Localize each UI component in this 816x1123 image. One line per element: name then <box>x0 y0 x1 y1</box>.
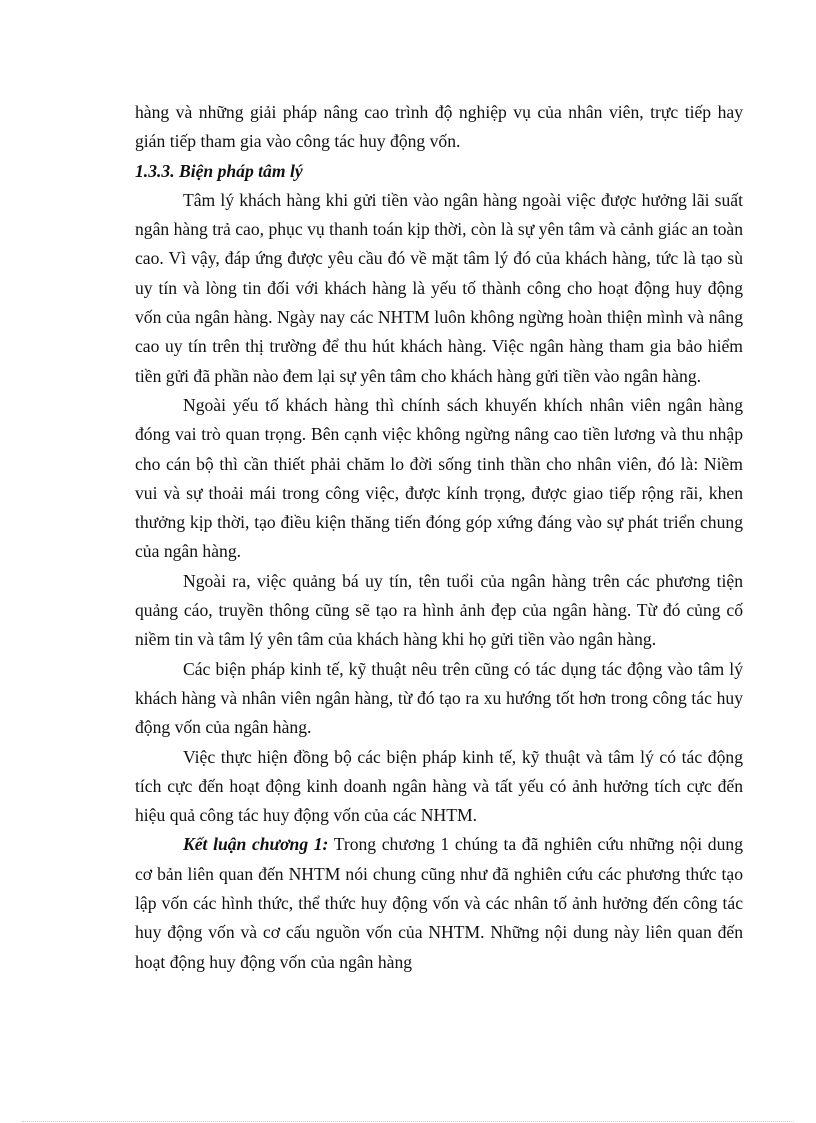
conclusion-text: Trong chương 1 chúng ta đã nghiên cứu những nội dung cơ bản liên quan đến NHTM nói chung cũng như đã nghiên cứu các phương thức tạo lập vốn các hình thức, thể thức huy động vốn và các nhân tố ảnh hưởng đến công tác huy động vốn và cơ cấu nguồn vốn của NHTM. Những nội dung này liên quan đến hoạt động huy động vốn của ngân hàng <box>135 834 743 972</box>
page-bottom-divider <box>22 1121 794 1122</box>
paragraph-advertising: Ngoài ra, việc quảng bá uy tín, tên tuổi của ngân hàng trên các phương tiện quảng cáo, truyền thông cũng sẽ tạo ra hình ảnh đẹp của ngân hàng. Từ đó củng cố niềm tin và tâm lý yên tâm của khách hàng khi họ gửi tiền vào ngân hàng. <box>135 570 743 650</box>
paragraph-synchronous-measures: Việc thực hiện đồng bộ các biện pháp kinh tế, kỹ thuật và tâm lý có tác động tích cực đến hoạt động kinh doanh ngân hàng và tất yếu có ảnh hưởng tích cực đến hiệu quả công tác huy động vốn của các NHTM. <box>135 746 743 826</box>
section-heading: 1.3.3. Biện pháp tâm lý <box>135 160 303 181</box>
paragraph-customer-psychology: Tâm lý khách hàng khi gửi tiền vào ngân hàng ngoài việc được hưởng lãi suất ngân hàng trả cao, phục vụ thanh toán kịp thời, còn là sự yên tâm và cảnh giác an toàn cao. Vì vậy, đáp ứng được yêu cầu đó về mặt tâm lý đó của khách hàng, tức là tạo sù uy tín và lòng tin đối với khách hàng là yếu tố thành công cho hoạt động huy động vốn của ngân hàng. Ngày nay các NHTM luôn không ngừng hoàn thiện mình và nâng cao uy tín trên thị trường để thu hút khách hàng. Việc ngân hàng tham gia bảo hiểm tiền gửi đã phần nào đem lại sự yên tâm cho khách hàng gửi tiền vào ngân hàng. <box>135 189 743 386</box>
paragraph-staff-policy: Ngoài yếu tố khách hàng thì chính sách khuyến khích nhân viên ngân hàng đóng vai trò quan trọng. Bên cạnh việc không ngừng nâng cao tiền lương và thu nhập cho cán bộ thì cần thiết phải chăm lo đời sống tinh thần cho nhân viên, đó là: Niềm vui và sự thoải mái trong công việc, được kính trọng, được giao tiếp rộng rãi, khen thưởng kịp thời, tạo điều kiện thăng tiến đóng góp xứng đáng vào sự phát triển chung của ngân hàng. <box>135 394 743 562</box>
paragraph-measures-effect: Các biện pháp kinh tế, kỹ thuật nêu trên cũng có tác dụng tác động vào tâm lý khách hàng và nhân viên ngân hàng, từ đó tạo ra xu hướng tốt hơn trong công tác huy động vốn của ngân hàng. <box>135 658 743 738</box>
conclusion-label: Kết luận chương 1: <box>183 834 329 855</box>
continuation-paragraph: hàng và những giải pháp nâng cao trình độ nghiệp vụ của nhân viên, trực tiếp hay gián tiếp tham gia vào công tác huy động vốn. <box>135 102 743 152</box>
conclusion-paragraph <box>135 830 743 976</box>
document-body <box>135 98 743 977</box>
